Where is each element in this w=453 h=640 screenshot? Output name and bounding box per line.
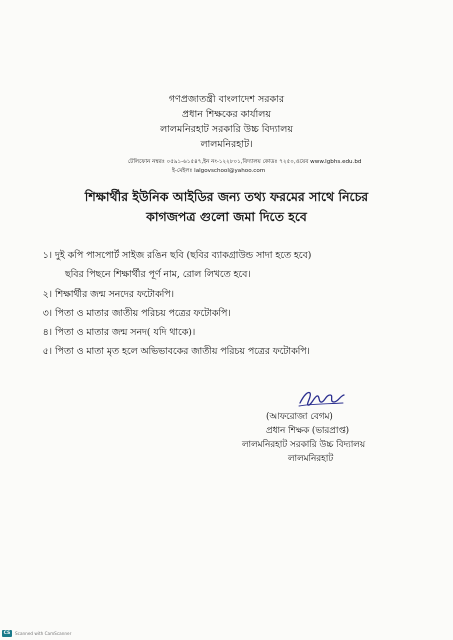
item-text: শিক্ষার্থীর জন্ম সনদের ফটোকপি। — [55, 289, 174, 300]
signatory-school: লালমনিরহাট সরকারি উচ্চ বিদ্যালয় — [242, 440, 365, 450]
school-name: লালমনিরহাট সরকারি উচ্চ বিদ্যালয় — [160, 124, 293, 135]
subject-line-1: শিক্ষার্থীর ইউনিক আইডির জন্য তথ্য ফরমের সাথে নিচের — [84, 189, 369, 204]
office-title: প্রধান শিক্ষকের কার্যালয় — [182, 109, 271, 120]
item-number: ১। — [42, 250, 52, 261]
item-text: পিতা ও মাতা মৃত হলে অভিভাবকের জাতীয় পরিচয় পত্রের ফটোকপি। — [55, 346, 310, 357]
notice-subject — [0, 187, 453, 227]
letterhead — [0, 92, 453, 152]
item-text: দুই কপি পাসপোর্ট সাইজ রঙিন ছবি (ছবির ব্যাকগ্রাউন্ড সাদা হতে হবে) — [55, 250, 312, 261]
item-text: পিতা ও মাতার জাতীয় পরিচয় পত্রের ফটোকপি। — [55, 308, 231, 319]
contact-info — [128, 158, 448, 176]
location: লালমনিরহাট। — [200, 139, 253, 150]
signatory-place: লালমনিরহাট — [288, 454, 334, 464]
list-item — [32, 248, 311, 282]
phone-line: টেলিফোন নম্বরঃ ০৫৯১-৬১৫৪৭,ইন নং-১২২৮০১,বিদ্যালয় কোডঃ ৭২৫০,ওয়েব www.lgbhs.edu.bd — [128, 159, 362, 165]
subject-line-2: কাগজপত্র গুলো জমা দিতে হবে — [146, 209, 307, 224]
list-item — [32, 306, 231, 321]
item-number: ৫। — [42, 346, 52, 357]
camscanner-logo-icon: CS — [3, 631, 11, 636]
watermark-text: Scanned with CamScanner — [15, 631, 72, 636]
signatory-title: প্রধান শিক্ষক (ভারপ্রাপ্ত) — [266, 426, 350, 436]
signature-scribble — [296, 387, 348, 409]
list-item — [32, 325, 195, 340]
email-line: ই-মেইলঃ lalgovschool@yahoo.com — [172, 168, 266, 174]
signatory-name: (আফরোজা বেগম) — [266, 412, 333, 422]
item-continuation: ছবির পিছনে শিক্ষার্থীর পূর্ণ নাম, রোল লিখতে হবে। — [65, 269, 251, 280]
government-title: গণপ্রজাতন্ত্রী বাংলাদেশ সরকার — [168, 94, 285, 105]
list-item — [32, 344, 310, 359]
item-number: ৩। — [42, 308, 52, 319]
scanner-watermark — [2, 630, 71, 637]
item-text: পিতা ও মাতার জন্ম সনদ( যদি থাকে)। — [55, 327, 196, 338]
signatory-block — [200, 410, 453, 466]
item-number: ২। — [42, 289, 52, 300]
list-item — [32, 287, 174, 302]
item-number: ৪। — [42, 327, 52, 338]
